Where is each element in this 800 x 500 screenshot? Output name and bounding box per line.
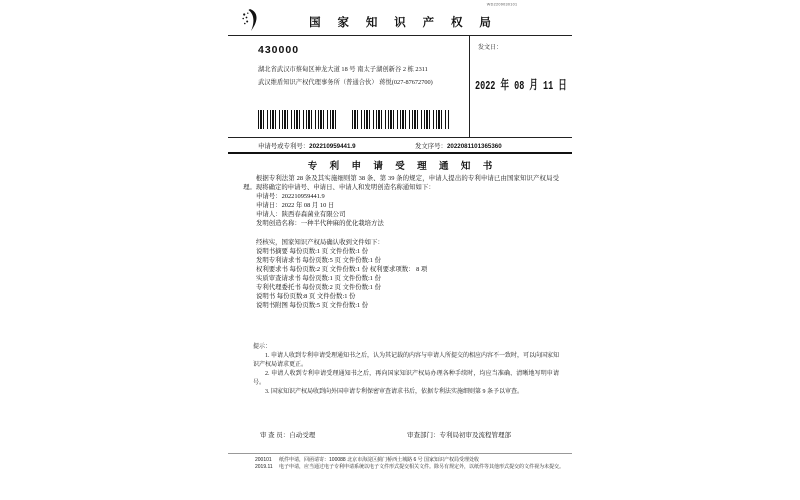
examiner-row bbox=[260, 430, 555, 439]
barcode-divider bbox=[228, 137, 572, 138]
received-documents bbox=[243, 238, 559, 310]
field-application-no: 申请号：202210959441.9 bbox=[256, 193, 325, 200]
serial-no-label: 发文序号： bbox=[415, 143, 447, 150]
examiner-label: 审 查 员： bbox=[260, 432, 290, 439]
document-serial-code: WD2209030101 bbox=[486, 3, 517, 7]
issue-date-label: 发文日： bbox=[478, 45, 503, 51]
notes-heading: 提示： bbox=[253, 344, 272, 350]
note-item: 3. 国家知识产权局收到向外国申请专利保密审查请求书后，依据专利法实施细则第 9 条予以审查。 bbox=[265, 389, 524, 395]
received-item: 专利代理委托书 每份页数:2 页 文件份数:1 份 bbox=[256, 284, 381, 291]
footer-form-date: 2019.11 bbox=[255, 463, 273, 470]
office-title: 国 家 知 识 产 权 局 bbox=[309, 17, 498, 29]
barcode bbox=[352, 110, 450, 129]
issue-date-box-border bbox=[469, 35, 470, 137]
field-invention-title: 发明创造名称：一种半代种麻的优化栽培方法 bbox=[256, 220, 384, 227]
serial-no-value: 2022081101365360 bbox=[446, 143, 502, 150]
issue-date-value: 2022 年 08 月 11 日 bbox=[475, 78, 567, 94]
title-divider bbox=[228, 152, 572, 154]
received-intro: 经核实，国家知识产权局确认收到文件如下： bbox=[256, 239, 384, 246]
received-item: 说明书附图 每份页数:5 页 文件份数:1 份 bbox=[256, 302, 369, 309]
field-filing-date: 申请日：2022 年 08 月 10 日 bbox=[256, 202, 335, 209]
note-item: 1. 申请人收到专利申请受理通知书之后，认为其记载的内容与申请人所提交的相应内容不一致时，可以向国家知识产权局请求更正。 bbox=[253, 353, 560, 368]
footer-row bbox=[255, 464, 567, 471]
footer bbox=[255, 457, 567, 471]
recipient-address: 湖北省武汉市蔡甸区神龙大道 18 号 南太子湖创新谷 2 栋 2311 bbox=[258, 66, 428, 73]
field-applicant: 申请人：陕西春森菌业有限公司 bbox=[256, 211, 346, 218]
received-item: 说明书摘要 每份页数:1 页 文件份数:1 份 bbox=[256, 248, 369, 255]
notice-title: 专 利 申 请 受 理 通 知 书 bbox=[307, 162, 498, 172]
application-no-label: 申请号或专利号： bbox=[258, 143, 310, 150]
header-divider bbox=[228, 35, 572, 36]
received-item: 发明专利请求书 每份页数:5 页 文件份数:1 份 bbox=[256, 257, 381, 264]
notes-section bbox=[253, 343, 559, 397]
footer-form-code: 200101 bbox=[255, 457, 272, 463]
intro-paragraph: 根据专利法第 28 条及其实施细则第 38 条、第 39 条的规定，申请人提出的专利申请已由国家知识产权局受理。现将确定的申请号、申请日、申请人和发明创造名称通知如下： bbox=[243, 175, 559, 191]
notice-document bbox=[225, 0, 575, 500]
received-item: 说明书 每份页数:8 页 文件份数:1 份 bbox=[256, 293, 356, 300]
footer-text: 纸件申请，回函请寄：100088 北京市海淀区蓟门桥西土城路 6 号 国家知识产权局受理处收 bbox=[279, 457, 480, 463]
received-item: 权利要求书 每份页数:2 页 文件份数:1 份 权利要求项数： 8 项 bbox=[256, 266, 428, 273]
dept-label: 审查部门： bbox=[407, 432, 440, 439]
postal-code: 430000 bbox=[258, 44, 300, 56]
received-item: 实质审查请求书 每份页数:1 页 文件份数:1 份 bbox=[256, 275, 381, 282]
footer-row bbox=[255, 457, 567, 464]
examiner-value: 自动受理 bbox=[289, 432, 316, 439]
meta-row bbox=[258, 141, 569, 150]
footer-divider bbox=[228, 453, 572, 454]
note-item: 2. 申请人收到专利申请受理通知书之后，再向国家知识产权局办理各种手续时，均应当准确、清晰地写明申请号。 bbox=[253, 371, 559, 386]
application-no-value: 202210959441.9 bbox=[309, 143, 356, 150]
dept-value: 专利局初审及流程管理部 bbox=[439, 432, 511, 439]
notice-body bbox=[243, 174, 559, 228]
footer-text: 电子申请，应当通过电子专利申请系统以电子文件形式提交相关文件。除另有规定外，以纸件等其他形式提交的文件视为未提交。 bbox=[279, 463, 565, 470]
barcode bbox=[258, 110, 338, 129]
recipient-agency: 武汉维盾知识产权代理事务所（普通合伙） 蒋悦(027-87672700) bbox=[258, 79, 433, 86]
